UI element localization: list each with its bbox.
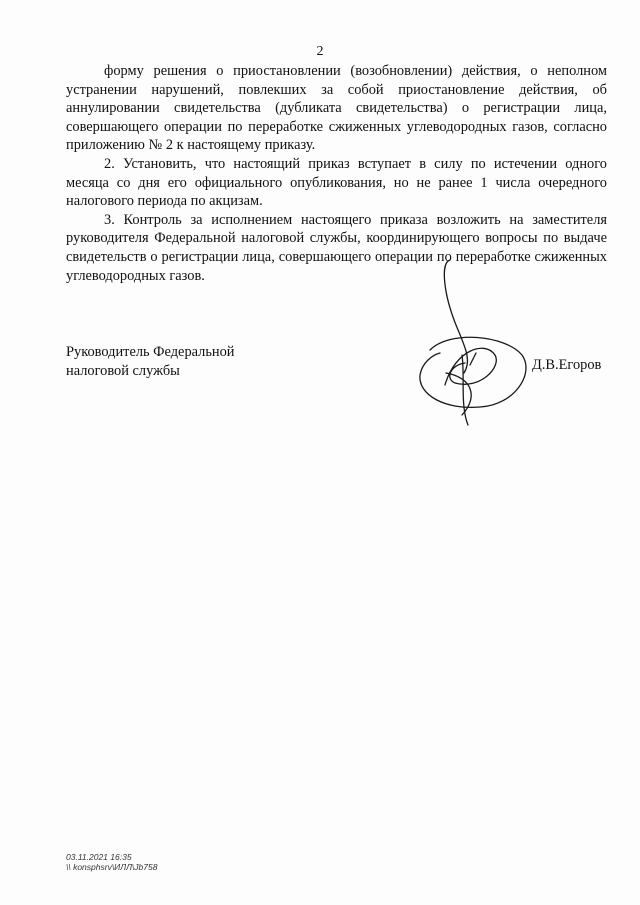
- document-body: [66, 62, 607, 285]
- document-footer: [66, 852, 157, 872]
- page-number: 2: [316, 44, 324, 59]
- paragraph-control: 3. Контроль за исполнением настоящего приказа возложить на заместителя руководителя Федеральной налоговой службы, координирующего вопросы по выдаче свидетельств о регистрации лица, совершающего операции по переработке сжиженных углеводородных газов.: [66, 211, 607, 284]
- footer-file-path: \\ konsphsrv\ИЛЛ\Jb758: [66, 862, 158, 872]
- handwritten-signature: [410, 255, 540, 430]
- signer-position-line: налоговой службы: [66, 362, 180, 379]
- signer-position: [66, 343, 286, 380]
- signer-position-line: Руководитель Федеральной: [66, 344, 235, 360]
- footer-timestamp: 03.11.2021 16:35: [66, 852, 132, 862]
- paragraph-continuation: форму решения о приостановлении (возобновлении) действия, о неполном устранении нарушений, повлекших за собой приостановление действия, об аннулировании свидетельства (дубликата свидетельства) о регистрации лица, совершающего операции по переработке сжиженных углеводородных газов, согласно приложению № 2 к настоящему приказу.: [66, 63, 607, 154]
- paragraph-effective-date: 2. Установить, что настоящий приказ вступает в силу по истечении одного месяца со дня его официального опубликования, но не ранее 1 числа очередного налогового периода по акцизам.: [66, 155, 607, 210]
- signer-name: Д.В.Егоров: [532, 357, 602, 373]
